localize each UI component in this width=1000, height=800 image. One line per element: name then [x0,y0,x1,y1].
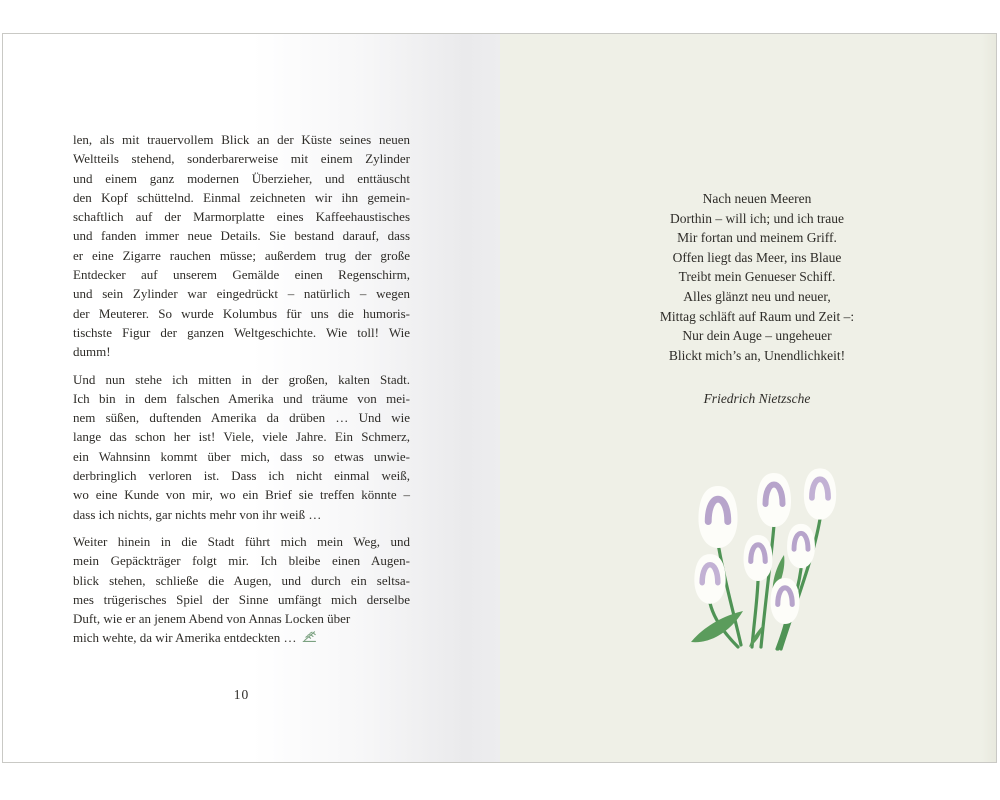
text-line: tischste Figur der ganzen Weltgeschichte. Wie toll! Wie [73,324,410,340]
poem-line: Mir fortan und meinem Griff. [677,230,837,246]
poem [509,189,1000,365]
body-text [73,130,410,648]
text-line: mein Gepäckträger folgt mir. Ich bleibe einen Augen- [73,553,410,569]
text-line: Und nun stehe ich mitten in der großen, kalten Stadt. [73,371,410,387]
text-line: dass ich nichts, gar nichts mehr von ihr weiß … [73,506,322,522]
text-line: er eine Zigarre rauchen müsse; außerdem trug der große [73,247,410,263]
text-line: und sein Zylinder war eingedrückt – natürlich – wegen [73,286,410,302]
text-line: dumm! [73,344,111,360]
text-line-final [73,628,410,647]
text-line: mes trügerisches Spiel der Sinne umfängt mich derselbe [73,591,410,607]
paragraph-3-lines [73,532,410,628]
poem-line: Mittag schläft auf Raum und Zeit –: [659,308,855,324]
paragraph-3 [73,532,410,648]
text-line: der Meuterer. So wurde Kolumbus für uns die humoris- [73,305,410,321]
text-line: Entdecker auf unserem Gemälde einen Regenschirm, [73,267,410,283]
page-number: 10 [233,687,250,702]
text-line: und einem ganz modernen Überzieher, und enttäuscht [73,170,410,186]
final-line-text: mich wehte, da wir Amerika entdeckten … [73,630,297,646]
text-line: blick stehen, schließe die Augen, und durch ein seltsa- [73,572,410,588]
text-line: den Kopf schüttelnd. Einmal zeichneten wir ihn gemein- [73,189,410,205]
white-tulips-bouquet-illustration [681,465,859,651]
text-line: Ich bin in dem falschen Amerika und träume von mei- [73,390,410,406]
text-line: ein Wahnsinn kommt über mich, dass so etwas unwie- [73,448,410,464]
text-line: nem süßen, duftenden Amerika da drüben … Und wie [73,410,410,426]
right-page [500,34,996,762]
text-line: schaftlich auf der Marmorplatte eines Kaffeehaustisches [73,209,410,225]
text-line: Duft, wie er an jenem Abend von Annas Locken über [73,611,351,627]
text-line: len, als mit trauervollem Blick an der Küste seines neuen [73,132,410,147]
paragraph-2 [73,370,410,524]
book-spread [2,33,997,763]
text-line: und fanden immer neue Details. Sie bestand darauf, dass [73,228,410,244]
left-page [3,34,500,762]
text-line: wo eine Kunde von mir, wo ein Brief sie treffen könnte – [73,487,410,503]
poem-line: Blickt mich’s an, Unendlichkeit! [668,347,846,363]
poem-attribution: Friedrich Nietzsche [703,391,811,406]
poem-line: Nach neuen Meeren [702,191,812,206]
text-line: lange das schon her ist! Viele, viele Jahre. Ein Schmerz, [73,429,410,445]
poem-line: Alles glänzt neu und neuer, [683,288,831,304]
poem-line: Nur dein Auge – ungeheuer [682,328,832,344]
poem-line: Treibt mein Genueser Schiff. [678,269,836,285]
text-line: derbringlich verloren ist. Dass ich nicht einmal weiß, [73,468,410,484]
text-line: Weiter hinein in die Stadt führt mich mein Weg, und [73,533,410,549]
poem-line: Dorthin – will ich; und ich traue [670,210,844,226]
leaf-sprig-icon [301,630,317,643]
paragraph-1 [73,130,410,362]
text-line: Weltteils stehend, sonderbarerweise mit einem Zylinder [73,151,410,167]
poem-line: Offen liegt das Meer, ins Blaue [672,249,842,265]
